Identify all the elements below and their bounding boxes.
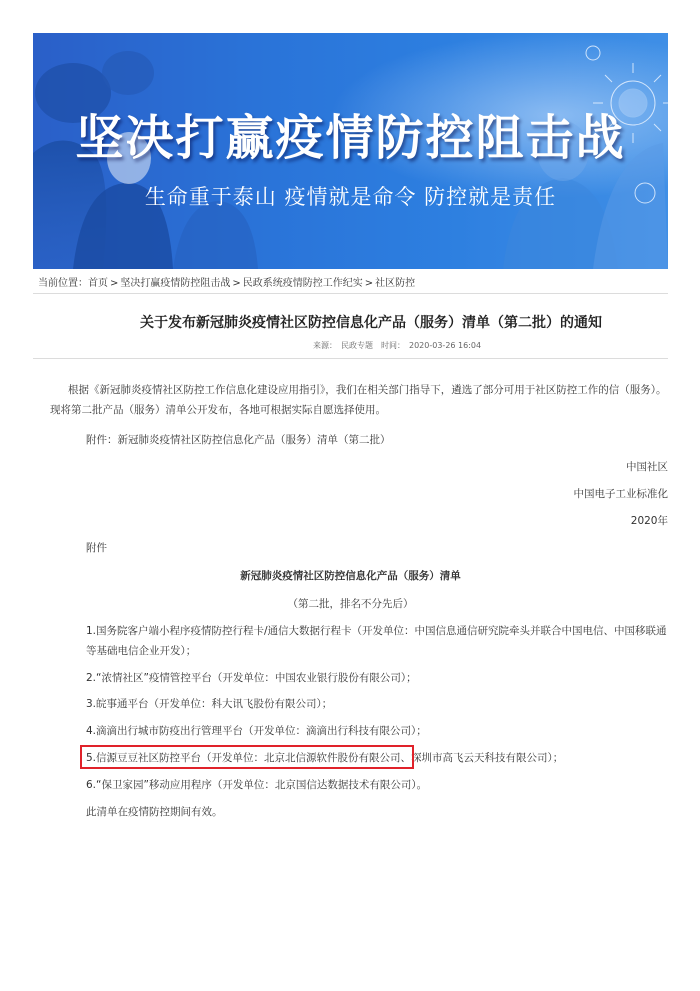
- divider: [33, 293, 668, 294]
- signature-org1: 中国社区: [626, 461, 668, 473]
- list-item-2: 2.“浓情社区”疫情管控平台（开发单位：中国农业银行股份有限公司）；: [86, 672, 417, 684]
- breadcrumb-prefix: 当前位置：: [38, 278, 88, 289]
- source-label: 来源： 民政专题: [313, 341, 373, 350]
- banner: [33, 33, 668, 269]
- list-item-4: 4.滴滴出行城市防疫出行管理平台（开发单位：滴滴出行科技有限公司）；: [86, 725, 427, 737]
- article-meta: [313, 340, 489, 351]
- list-item-6: 6.“保卫家园”移动应用程序（开发单位：北京国信达数据技术有限公司）。: [86, 779, 428, 791]
- article-title: 关于发布新冠肺炎疫情社区防控信息化产品（服务）清单（第二批）的通知: [140, 315, 602, 331]
- intro-paragraph: 根据《新冠肺炎疫情社区防控工作信息化建设应用指引》，我们在相关部门指导下，遴选了部分可用于社区防控工作的信（服务）。现将第二批产品（服务）清单公开发布，各地可根据实际自愿选择使用。: [50, 384, 667, 416]
- breadcrumb: [38, 274, 415, 289]
- signature-date: 2020年: [630, 515, 668, 527]
- closing-note: 此清单在疫情防控期间有效。: [86, 806, 223, 818]
- time-label: 时间： 2020-03-26 16:04: [381, 341, 482, 350]
- list-item-5: 5.信源豆豆社区防控平台（开发单位：北京北信源软件股份有限公司、深圳市高飞云天科技有限公司）；: [86, 752, 564, 764]
- signature-org2: 中国电子工业标准化: [573, 488, 668, 500]
- banner-title: 坚决打赢疫情防控阻击战: [75, 110, 626, 166]
- breadcrumb-separator: >: [232, 278, 241, 289]
- source-value: 民政专题: [341, 341, 373, 350]
- breadcrumb-record-link[interactable]: 民政系统疫情防控工作纪实: [242, 278, 363, 289]
- breadcrumb-community-link[interactable]: 社区防控: [375, 278, 416, 289]
- time-value: 2020-03-26 16:04: [409, 341, 482, 350]
- breadcrumb-home-link[interactable]: 首页: [88, 278, 108, 289]
- attachment-note: 附件：新冠肺炎疫情社区防控信息化产品（服务）清单（第二批）: [86, 434, 391, 446]
- breadcrumb-separator: >: [364, 278, 374, 289]
- list-item-1: 1.国务院客户端小程序疫情防控行程卡/通信大数据行程卡（开发单位：中国信息通信研究院牵头并联合中国电信、中国移联通等基础电信企业开发）；: [86, 625, 667, 657]
- highlight-annotation: [80, 745, 414, 769]
- banner-subtitle: 生命重于泰山 疫情就是命令 防控就是责任: [144, 185, 557, 209]
- breadcrumb-separator: >: [110, 278, 119, 289]
- list-title: 新冠肺炎疫情社区防控信息化产品（服务）清单: [240, 570, 461, 582]
- attachment-label: 附件: [86, 542, 107, 554]
- breadcrumb-campaign-link[interactable]: 坚决打赢疫情防控阻击战: [120, 278, 231, 289]
- divider: [33, 358, 668, 359]
- list-subtitle: （第二批，排名不分先后）: [287, 598, 414, 610]
- list-item-3: 3.皖事通平台（开发单位：科大讯飞股份有限公司）；: [86, 698, 333, 710]
